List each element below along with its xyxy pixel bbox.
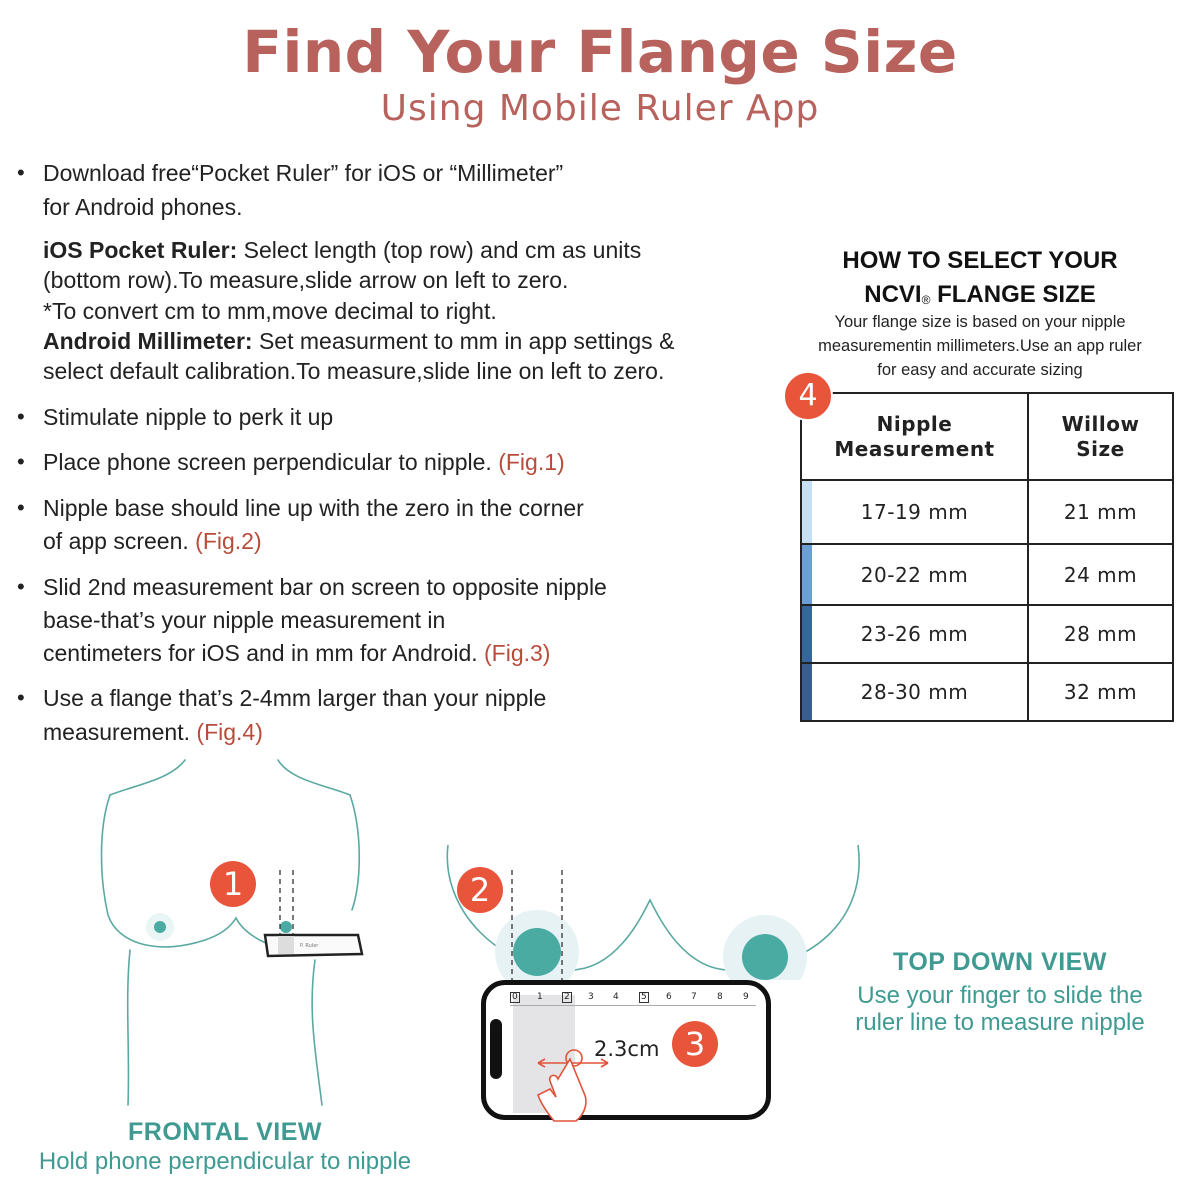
instruction-line-up-line1: Nipple base should line up with the zero in the corner (43, 495, 584, 521)
color-stripe (802, 664, 812, 720)
instruction-slide-line2: base-that’s your nipple measurement in (43, 607, 446, 633)
table-row (801, 544, 1173, 605)
left-shoulder-line (110, 760, 185, 795)
right-nipple (742, 934, 788, 980)
size-cell: 28 mm (1028, 605, 1173, 663)
ruler-tick-label: 4 (613, 992, 619, 1002)
ios-instruction-line1 (43, 235, 641, 265)
top-down-view-caption (820, 982, 1180, 1036)
color-stripe (802, 606, 812, 662)
instruction-text: measurement. (43, 719, 197, 745)
measurement-cell (801, 663, 1028, 721)
ruler-tick-label: 3 (588, 992, 594, 1002)
table-header-row (801, 393, 1173, 480)
ruler-tick-label: 2 (564, 992, 570, 1002)
ruler-tick-label: 0 (512, 992, 518, 1002)
header-text: Willow (1061, 411, 1140, 436)
registered-mark: ® (921, 293, 931, 307)
fig-2-reference: (Fig.2) (195, 528, 262, 554)
instruction-flange-line2 (43, 717, 263, 747)
table-row (801, 663, 1173, 721)
fig-4-reference: (Fig.4) (196, 719, 263, 745)
caption-line: ruler line to measure nipple (855, 1009, 1145, 1036)
size-guide-desc-line3: for easy and accurate sizing (877, 361, 1083, 379)
column-header-willow-size (1028, 393, 1173, 480)
ruler-tick-label: 6 (666, 992, 672, 1002)
left-nipple (513, 928, 561, 976)
android-instruction-line1 (43, 326, 674, 356)
measurement-value: 28-30 mm (860, 680, 969, 704)
ios-text: Select length (top row) and cm as units (237, 237, 642, 263)
instruction-text: of app screen. (43, 528, 196, 554)
measurement-cell (801, 605, 1028, 663)
instruction-flange-line1: Use a flange that’s 2-4mm larger than your nipple (43, 685, 547, 711)
instruction-text: centimeters for iOS and in mm for Android. (43, 640, 485, 666)
size-guide-title-rest: FLANGE SIZE (930, 281, 1096, 308)
ruler-tick-label: 1 (537, 992, 543, 1002)
header-text: Size (1076, 436, 1125, 461)
instruction-slide-line3 (43, 638, 550, 668)
size-cell: 32 mm (1028, 663, 1173, 721)
header-text: Nipple (876, 411, 953, 436)
step-2-badge: 2 (457, 867, 503, 913)
right-nipple (280, 921, 292, 933)
instruction-download-line1: Download free“Pocket Ruler” for iOS or “Millimeter” (43, 160, 564, 186)
column-header-nipple-measurement (801, 393, 1028, 480)
instruction-place-phone (43, 447, 565, 477)
instruction-line-up-line2 (43, 526, 262, 556)
page-title: Find Your Flange Size (242, 18, 958, 86)
measurement-readout: 2.3cm (594, 1037, 660, 1061)
phone-device (481, 980, 771, 1120)
chest-line (102, 795, 291, 950)
measurement-value: 17-19 mm (860, 500, 969, 524)
measurement-value: 23-26 mm (860, 622, 969, 646)
bullet-icon: • (17, 574, 25, 599)
table-row (801, 480, 1173, 544)
phone-notch (490, 1019, 502, 1079)
android-label: Android Millimeter: (43, 328, 253, 354)
instruction-download-line2: for Android phones. (43, 194, 243, 220)
instruction-slide-line1: Slid 2nd measurement bar on screen to opposite nipple (43, 574, 607, 600)
frontal-view-caption: Hold phone perpendicular to nipple (38, 1148, 412, 1175)
color-stripe (802, 481, 812, 543)
instruction-text: Place phone screen perpendicular to nipple. (43, 449, 499, 475)
android-instruction-line2: select default calibration.To measure,slide line on left to zero. (43, 358, 665, 384)
size-guide-desc-line2: measurementin millimeters.Use an app ruler (818, 337, 1142, 355)
flange-size-table (800, 392, 1174, 722)
color-stripe (802, 545, 812, 604)
frontal-view-illustration (90, 750, 380, 1110)
size-cell: 21 mm (1028, 480, 1173, 544)
step-1-badge: 1 (210, 861, 256, 907)
size-guide-title (790, 244, 1170, 317)
fig-3-reference: (Fig.3) (484, 640, 551, 666)
hand-pointer-icon (526, 1045, 616, 1125)
measurement-cell (801, 480, 1028, 544)
bullet-icon: • (17, 160, 25, 185)
instruction-stimulate: Stimulate nipple to perk it up (43, 404, 334, 430)
left-nipple (154, 921, 166, 933)
header-text: Measurement (834, 436, 995, 461)
brand-name: NCVI (864, 281, 922, 308)
right-torso-line (312, 960, 322, 1105)
size-cell: 24 mm (1028, 544, 1173, 605)
size-guide-title-line1: HOW TO SELECT YOUR (842, 247, 1118, 274)
page-subtitle: Using Mobile Ruler App (380, 88, 820, 129)
step-4-badge: 4 (783, 371, 833, 421)
size-guide-desc-line1: Your flange size is based on your nipple (834, 313, 1126, 331)
table-row (801, 605, 1173, 663)
ruler-scale[interactable] (510, 991, 756, 1006)
ruler-tick-label: 9 (743, 992, 749, 1002)
bullet-icon: • (17, 449, 25, 474)
ios-instruction-line2: (bottom row).To measure,slide arrow on left to zero. (43, 267, 569, 293)
caption-line: Use your finger to slide the (857, 982, 1143, 1009)
bullet-icon: • (17, 495, 25, 520)
mini-ruler-label: P. Ruler (300, 943, 319, 949)
step-3-badge: 3 (672, 1021, 718, 1067)
right-shoulder-line (278, 760, 350, 795)
phone-side-icon (265, 935, 362, 956)
android-text: Set measurment to mm in app settings & (252, 328, 675, 354)
ruler-tick-label: 5 (641, 992, 647, 1002)
ruler-tick-label: 7 (691, 992, 697, 1002)
size-guide-description (780, 310, 1180, 382)
top-down-view-title: TOP DOWN VIEW (893, 948, 1107, 976)
bullet-icon: • (17, 685, 25, 710)
ruler-tick-label: 8 (717, 992, 723, 1002)
frontal-view-title: FRONTAL VIEW (128, 1118, 322, 1146)
left-torso-line (128, 950, 130, 1105)
ios-label: iOS Pocket Ruler: (43, 237, 238, 263)
right-chest-outline (350, 795, 359, 910)
top-down-view-illustration (440, 830, 870, 980)
bullet-icon: • (17, 404, 25, 429)
fig-1-reference: (Fig.1) (498, 449, 565, 475)
ios-instruction-line3: *To convert cm to mm,move decimal to right. (43, 298, 497, 324)
measurement-value: 20-22 mm (860, 562, 969, 587)
measurement-cell (801, 544, 1028, 605)
